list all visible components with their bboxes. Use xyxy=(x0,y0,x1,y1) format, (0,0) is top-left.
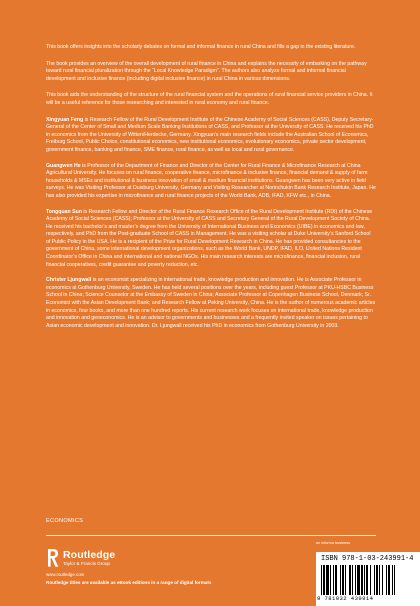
informa-tagline: an informa business xyxy=(316,541,350,545)
barcode-bar xyxy=(340,565,341,595)
author-bio xyxy=(46,277,376,330)
barcode-bar xyxy=(326,565,329,595)
blurb-paragraph-3: This book aids the understanding of the structure of the rural financial system and the operations of rural financial service providers in China. It will be a useful reference for those researching and interested in rural economy and rural finance. xyxy=(46,92,373,106)
barcode-bar xyxy=(323,565,325,595)
author-bio xyxy=(46,163,376,201)
author-name: Tongquan Sun xyxy=(46,208,82,215)
barcode-bar xyxy=(364,565,365,595)
barcode-bar xyxy=(345,565,346,595)
barcode-bar xyxy=(333,565,334,595)
author-bio-text: is Research Fellow and Director of the Rural Finance Research Office of the Rural Development Institute (RDI) of the Chinese Academy of Social Sciences (CASS); Professor at the University of CASS and Secretary General of the Rural Development Society of China. He received his bachelor’s and master’s degree from the University of International Business and Economics (UIBE) in economics and law, respectively, and PhD from the Post-graduate School of CASS in Management. He was a visiting scholar at Duke University’s Sanford School of Public Policy in the USA. He is a recipient of the Prize for Rural Development Research in China. He has provided consultancies to the government of China, some international development organizations, such as the World Bank, UNDP, IFAD, ILO, United Nations Resident Coordinator’s Office in China and international and national NGOs. His main research interests are microfinance, financial inclusion, rural financial cooperatives, credit guarantee and poverty reduction, etc. xyxy=(46,208,373,268)
publisher-url: www.routledge.com xyxy=(46,572,85,577)
barcode-bar xyxy=(392,565,393,595)
blurb-area xyxy=(46,44,376,338)
publisher-name: Routledge xyxy=(63,549,116,561)
barcode-bar xyxy=(361,565,363,595)
barcode-bar xyxy=(330,565,331,595)
ebook-availability-note: Routledge titles are available as eBook editions in a range of digital formats xyxy=(46,580,212,585)
author-name: Christer Ljungwall xyxy=(46,277,92,284)
author-name: Guangwen He xyxy=(46,162,81,169)
author-bio xyxy=(46,117,376,155)
blurb-paragraph-2: The book provides an overview of the overall development of rural finance in China and explains the necessity of embarking on the pathway toward rural financial pluralization through the “Local Knowledge Paradigm”. The authors also analyze formal and informal financial development and inclusive finance (including digital inclusive finance) in rural China in various dimensions. xyxy=(46,60,367,82)
barcode-bar xyxy=(376,565,378,595)
barcode-bar xyxy=(335,565,337,595)
barcode-bar xyxy=(352,565,353,595)
barcode-bar xyxy=(355,565,356,595)
barcode-bar xyxy=(366,565,368,595)
barcode-bar xyxy=(342,565,344,595)
author-bio-text: is an economist specializing in international trade, knowledge production and innovation. He is Associate Professor in economics at Gothenburg University, Sweden. He has held several positions over the years, including guest Professor at PKU-HSBC Business School in China; Science Counselor at the Embassy of Sweden in China; Associate Professor at Copenhagen Business School, Denmark; Sr. Economist with the Asian Development Bank; and Research Fellow at Peking University, China. He is the author of numerous academic articles in economics, four books, and more than one hundred reports. His current research work focuses on international trade, knowledge production and innovation and geoeconomics. He is an advisor to governments and businesses and a frequently invited speaker on issues pertaining to Asian economic development and innovation. Dr. Ljungwall received his PhD in economics from Gothenburg University in 2003. xyxy=(46,277,376,329)
author-bio-text: is Research Fellow of the Rural Development Institute of the Chinese Academy of Social Sciences (CASS), Deputy Secretary-General of the Center of Small and Medium Scale Banking Institutions of CASS, and Professor at the University of CASS. He received his PhD in economics from the University of Witten/Herdecke, Germany. Xingyuan’s main research fields include the Australian School of Economics, Freiburg School, Public Choice, constitutional economics, new institutional economics, evolutionary economics, private sector development, government finance, banking and finance, SME finance, rural finance, as well as local and rural governance. xyxy=(46,116,374,153)
barcode-bar xyxy=(388,565,390,595)
blurb-paragraph-1: This book offers insights into the scholarly debates on formal and informal finance in rural China and fills a gap in the existing literature. xyxy=(46,44,356,50)
barcode-bar xyxy=(374,565,375,595)
barcode-bar xyxy=(349,565,351,595)
routledge-r-icon xyxy=(46,548,59,568)
barcode-bar xyxy=(379,565,380,595)
author-bio xyxy=(46,209,376,270)
barcode-bar xyxy=(382,565,383,595)
isbn-barcode-block xyxy=(316,552,420,606)
publisher-logo xyxy=(46,548,156,577)
publisher-group: Taylor & Francis Group xyxy=(63,561,110,566)
barcode-bar xyxy=(321,565,322,595)
barcode-icon xyxy=(321,565,415,595)
barcode-digits: 9 781032 439914 xyxy=(317,595,374,602)
author-bio-text: is Professor of the Department of Finance and Director of the Center for Rural Finance & Microfinance Research at China Agricultural University. He focuses on rural finance, cooperative finance, microfinance & inclusive finance, financial demand & supply of farm households & MSEs and institutional & business innovation of small & medium financial institutions. Guangwen has been very active in field surveys. He was Visiting Professor at Duisburg University, Germany and Visiting Researcher at Norinchukin Bank Research Institute, Japan. He has also provided his expertise in microfinance and rural finance projects of the World Bank, ADB, IFAD, KFW etc., in China. xyxy=(46,162,376,199)
author-name: Xingyuan Feng xyxy=(46,116,84,123)
barcode-bar xyxy=(386,565,387,595)
subject-category: ECONOMICS xyxy=(46,518,84,524)
barcode-bar xyxy=(394,565,395,595)
barcode-bar xyxy=(370,565,371,595)
isbn-label: ISBN 978-1-03-243991-4 xyxy=(321,555,414,563)
barcode-bar xyxy=(357,565,360,595)
